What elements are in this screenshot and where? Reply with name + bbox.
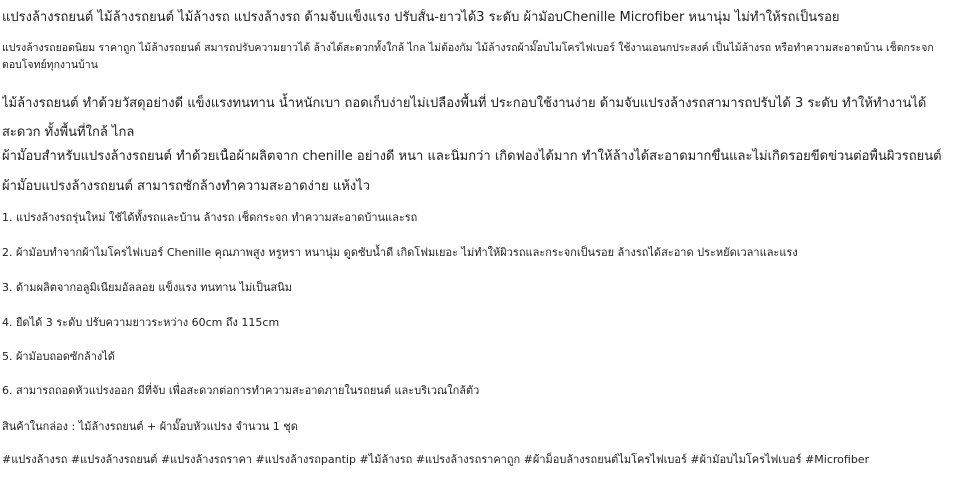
paragraph-handle: ไม้ล้างรถยนต์ ทำด้วยวัสดุอย่างดี แข็งแรงทนทาน น้ำหนักเบา ถอดเก็บง่ายไม่เปลืองพื้นที่ ประกอบใช้งานง่าย ด้ามจับแปรงล้างรถสามารถปรับได้ 3 ระดับ ทำให้ทำงานได้สะดวก ทั้งพื้นที่ใกล้ ไกล [2, 96, 927, 140]
feature-item-6: 6. สามารถถอดหัวแปรงออก มีที่จับ เพื่อสะดวกต่อการทำความสะอาดภายในรถยนต์ และบริเวณใกล้ตัว [2, 384, 480, 397]
feature-item-2: 2. ผ้ามัอบทำจากผ้าไมโครไฟเบอร์ Chenille คุณภาพสูง หรูหรา หนานุ่ม ดูดซับน้ำดี เกิดโฟมเยอะ ไม่ทำให้ผิวรถและกระจกเป็นรอย ล้างรถได้สะอาด ประหยัดเวลาและแรง [2, 246, 798, 259]
paragraph-mop: ผ้ามั๊อบสำหรับแปรงล้างรถยนต์ ทำด้วยเนื้อผ้าผลิตจาก chenille อย่างดี หนา และนิ่มกว่า เกิดฟองได้มาก ทำให้ล้างได้สะอาดมากขึ้นและไม่เกิดรอยขีดข่วนต่อพื้นผิวรถยนต์ [2, 149, 942, 164]
feature-item-3: 3. ด้ามผลิตจากอลูมิเนียมอัลลอย แข็งแรง ทนทาน ไม่เป็นสนิม [2, 281, 292, 294]
product-title: แปรงล้างรถยนต์ ไม้ล้างรถยนต์ ไม้ล้างรถ แปรงล้างรถ ด้ามจับแข็งแรง ปรับสั้น-ยาวได้3 ระดับ ผ้ามัอบChenille Microfiber หนานุ่ม ไม่ทำให้รถเป็นรอย [2, 10, 840, 25]
feature-item-1: 1. แปรงล้างรถรุ่นใหม่ ใช้ได้ทั้งรถและบ้าน ล้างรถ เช็ดกระจก ทำความสะอาดบ้านและรถ [2, 211, 418, 224]
intro-paragraph: แปรงล้างรถยอดนิยม ราคาถูก ไม้ล้างรถยนต์ สมารถปรับความยาวได้ ล้างได้สะดวกทั้งใกล้ ไกล ไม่ต้องกัม ไม้ล้างรถผ้ามั๊อบไมโครไฟเบอร์ ใช้งานเอนกประสงค์ เป็นไม้ล้างรถ หรือทำความสะอาดบ้าน เช็ดกระจก ตอบโจทย์ทุกงานบ้าน [2, 42, 934, 71]
feature-item-4: 4. ยืดได้ 3 ระดับ ปรับความยาวระหว่าง 60cm ถึง 115cm [2, 316, 280, 329]
package-contents: สินค้าในกล่อง : ไม้ล้างรถยนต์ + ผ้ามั๊อบหัวแปรง จำนวน 1 ชุด [2, 420, 298, 433]
hashtags: #แปรงล้างรถ #แปรงล้างรถยนต์ #แปรงล้างรถราคา #แปรงล้างรถpantip #ไม้ล้างรถ #แปรงล้างรถราคาถูก #ผ้าม็อบล้างรถยนต์ไมโครไฟเบอร์ #ผ้ามัอบไมโครไฟเบอร์ #Microfiber [2, 453, 870, 466]
feature-item-5: 5. ผ้ามัอบถอดซักล้างได้ [2, 350, 115, 363]
paragraph-washable: ผ้ามั๊อบแปรงล้างรถยนต์ สามารถซักล้างทำความสะอาดง่าย แห้งไว [2, 179, 371, 194]
